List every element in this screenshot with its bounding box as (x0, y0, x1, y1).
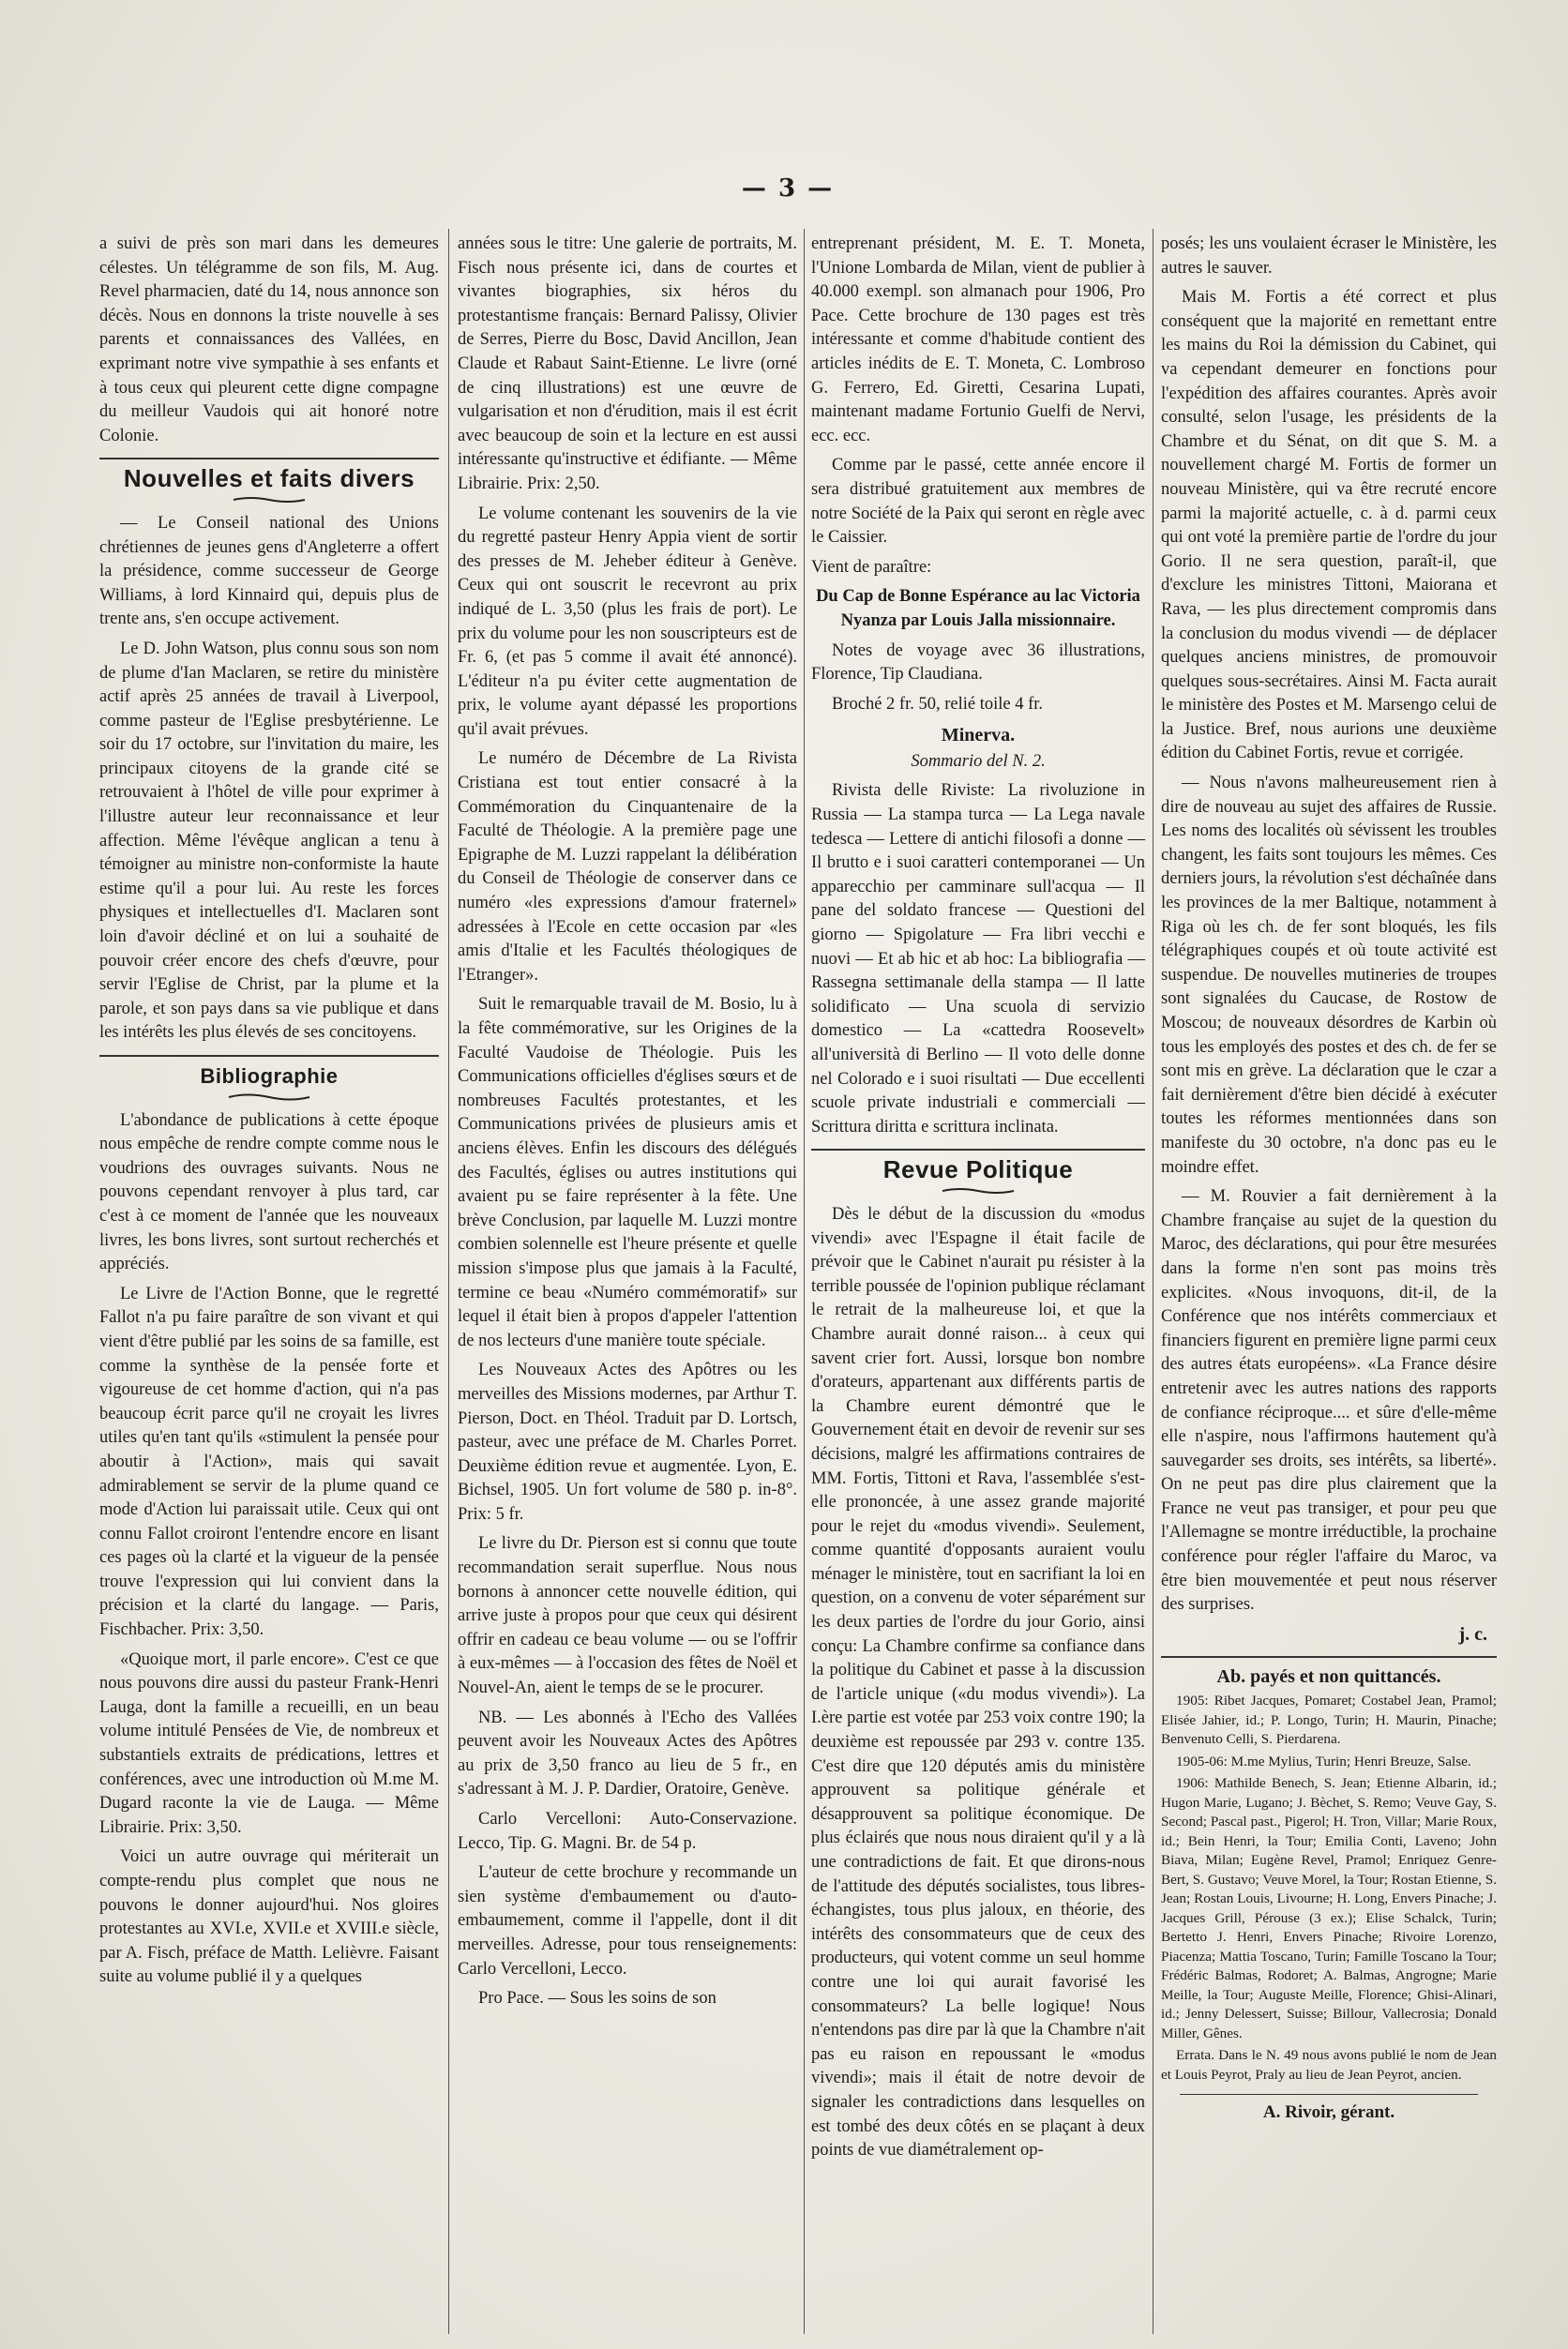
column-2 (458, 233, 797, 2017)
editor-footer (1161, 2094, 1497, 2125)
column-divider (448, 229, 449, 2334)
minerva-summary: Rivista delle Riviste: La rivoluzione in Russia — La stampa turca — La Lega navale tedesca — Lettere di antichi filosofi a donne — Il brutto e i suoi caratteri contemporanei — Un apparecchio per camminare sull'acqua — Il pane del soldato francese — Questioni del giorno — Spigolature — Fra libri vecchi e nuovi — Et ab hic et ab hoc: La bibliografia — Rassegna settimanale della stampa — Il latte solidificato — Una scuola di servizio domestico — La «cattedra Roosevelt» all'università di Berlino — Il voto delle donne nel Colorado e i suoi risultati — Due eccellenti scuole private industriali e commerciali — Scrittura diritta e scrittura inclinata. (811, 781, 1145, 1137)
biblio-paragraph: Pro Pace. — Sous les soins de son (478, 1989, 716, 2009)
politics-paragraph: posés; les uns voulaient écraser le Ministère, les autres le sauver. (1161, 234, 1497, 278)
biblio-paragraph: Broché 2 fr. 50, relié toile 4 fr. (832, 694, 1044, 714)
biblio-paragraph: L'abondance de publications à cette époque nous empêche de rendre compte comme nous le voudrions des ouvrages suivants. Nous ne pouvons cependant renvoyer à plus tard, car c'est à ce moment de l'année que les nouveaux livres, les bons livres, sont surtout recherchés et appréciés. (99, 1110, 439, 1274)
flourish-ornament (227, 1092, 311, 1102)
flourish-ornament (232, 495, 307, 504)
biblio-paragraph: Le numéro de Décembre de La Rivista Cristiana est tout entier consacré à la Commémoration du Cinquantenaire de la Faculté de Théologie. A la première page une Epigraphe de M. Luzzi rappelant la délibération du Conseil de Théologie de conserver dans ce numéro «les expressions d'amour fraternel» adressées à l'Ecole en cette occasion par «les amis d'Italie et les Facultés théologiques de l'Etranger». (458, 749, 797, 985)
news-paragraph: Le D. John Watson, plus connu sous son nom de plume d'Ian Maclaren, se retire du ministère actif après 25 années de travail à Liverpool, comme pasteur de l'Eglise presbytérienne. Le soir du 17 octobre, sur l'invitation du maire, les principaux citoyens de la grande cité se retrouvaient à l'hôtel de ville pour exprimer à l'illustre auteur leur reconnaissance et leur affection. Même l'évêque anglican a tenu à témoigner au ministre non-conformiste la haute estime qu'il a pour lui. Au reste les forces physiques et intellectuelles d'I. Maclaren sont loin d'avoir décliné et on lui a souhaité de pouvoir créer encore des chefs d'œuvre, pour servir l'Eglise de Christ, par la plume et la parole, et son pays dans sa vie publique et dans les intérêts les plus élevés de ses concitoyens. (99, 639, 439, 1043)
biblio-paragraph: Vient de paraître: (811, 557, 932, 577)
section-rule (811, 1149, 1145, 1151)
biblio-paragraph: Le livre du Dr. Pierson est si connu que toute recommandation serait superflue. Nous nous bornons à annoncer cette nouvelle édition, qui arrive juste à propos pour que ceux qui désirent offrir en cadeau ce beau volume — ou se l'offrir à eux-mêmes — à l'occasion des fêtes de Noël et Nouvel-An, aient le temps de se le procurer. (458, 1534, 797, 1698)
biblio-paragraph: Carlo Vercelloni: Auto-Conservazione. Lecco, Tip. G. Magni. Br. de 54 p. (458, 1810, 797, 1853)
column-4 (1161, 233, 1497, 2125)
section-rule (99, 1055, 439, 1057)
heading-revue-politique: Revue Politique (882, 1155, 1074, 1184)
politics-paragraph: Dès le début de la discussion du «modus vivendi» avec l'Espagne il était facile de prévoir que le Cabinet n'aurait pu résister à la terrible poussée de l'opinion publique réclamant le retrait de la malheureuse loi, et que la Chambre aurait donné raison... à ceux qui savent crier fort. Aussi, lorsque bon nombre d'orateurs, appartenant aux différents partis de la Chambre eurent démontré que le Gouvernement était en devoir de revenir sur ses décisions, malgré les affirmations contraires de MM. Fortis, Tittoni et Rava, l'assemblée s'est-elle prononcée, à une assez grande majorité pour le rejet du «modus vivendi». Seulement, comme quantité d'opposants auraient voulu ménager le ministère, tout en sacrifiant la loi en question, on a convenu de voter séparément sur les deux parties de l'ordre du jour Gorio, ainsi conçu: La Chambre confirme sa confiance dans la politique du Cabinet et passe à la discussion de l'article unique («du modus vivendi»). La I.ère partie est votée par 253 voix contre 190; la deuxième est repoussée par 293 v. contre 135. C'est dire que 120 députés amis du ministère approuvent sa politique générale et désapprouvent sa politique économique. De plus éclairés que nous nous diraient qu'il y a là une contradictions de fait. Et que dirons-nous de l'attitude des députés socialistes, tous libres-échangistes, tous plus jaloux, en théorie, des intérêts des consommateurs que de ceux des producteurs, qui votent comme un seul homme contre une loi qui aurait favorisé les consommateurs? La belle logique! Nous n'entendons pas dire par là que la Chambre n'ait pas eu raison en repoussant le «modus vivendi»; mais il était de notre devoir de signaler les contradictions dans lesquelles on est tombé des deux côtés en se plaçant à deux points de vue diamétralement op- (811, 1204, 1145, 2161)
biblio-paragraph: L'auteur de cette brochure y recommande un sien système d'embaumement ou d'auto-embaumement, comme il l'appelle, dont il dit merveilles. Adresse, pour tous renseignements: Carlo Vercelloni, Lecco. (458, 1863, 797, 1979)
biblio-paragraph: Les Nouveaux Actes des Apôtres ou les merveilles des Missions modernes, par Arthur T. Pierson, Doct. en Théol. Traduit par D. Lortsch, pasteur, avec une préface de M. Charles Porret. Deuxième édition revue et augmentée. Lyon, E. Bichsel, 1905. Un fort volume de 580 p. in-8°. Prix: 5 fr. (458, 1361, 797, 1524)
biblio-paragraph: entreprenant président, M. E. T. Moneta, l'Unione Lombarda de Milan, vient de publier à 40.000 exempl. son almanach pour 1906, Pro Pace. Cette brochure de 130 pages est très intéressante et comme d'habitude contient des articles inédits de E. T. Moneta, C. Lombroso G. Ferrero, Ed. Giretti, Cesarina Lupati, maintenant madame Fortunio Guelfi de Nervi, ecc. ecc. (811, 234, 1145, 445)
subscriber-entry: 1906: Mathilde Benech, S. Jean; Etienne Albarin, id.; Hugon Marie, Lugano; J. Bèchet, S. Remo; Veuve Gay, S. Second; Pascal past., Pigerol; H. Tron, Villar; Marie Roux, id.; Bein Henri, la Tour; Emilia Conti, Laveno; John Biava, Milan; Eugène Revel, Pramol; Enriquez Genre-Bert, S. Gustavo; Veuve Morel, la Tour; Rostan Etienne, S. Jean; Rostan Louis, Livourne; H. Long, Envers Pinache; J. Jacques Grill, Pérouse (3 ex.); Elise Schalck, Turin; Bertetto J. Henri, Envers Pinache; Rivoire Lorenzo, Piacenza; Mattia Toscano, Turin; Famille Toscano la Tour; Frédéric Balmas, Rodoret; A. Balmas, Angrogne; Marie Meille, la Tour; Auguste Meille, Florence; Ghisi-Alinari, id.; Jenny Delessert, Suisse; Billour, Vallecrosia; Donald Miller, Gênes. (1161, 1775, 1497, 2041)
flourish-ornament (941, 1186, 1016, 1196)
book-title: Du Cap de Bonne Espérance au lac Victoria Nyanza par Louis Jalla missionnaire. (816, 587, 1140, 630)
biblio-paragraph: Le volume contenant les souvenirs de la vie du regretté pasteur Henry Appia vient de sortir des presses de M. Jeheber éditeur à Genève. Ceux qui ont souscrit le recevront au prix indiqué de L. 3,50 (plus les frais de port). Le prix du volume pour les non souscripteurs est de Fr. 6, (et pas 5 comme il avait été annoncé). L'éditeur n'a pu éviter cette augmentation de prix, le volume ayant dépassé les proportions qu'il avait prévues. (458, 504, 797, 739)
page-number: — 3 — (741, 174, 835, 203)
subscriber-entry: 1905-06: M.me Mylius, Turin; Henri Breuze, Salse. (1176, 1753, 1471, 1769)
politics-paragraph: — Nous n'avons malheureusement rien à dire de nouveau au sujet des affaires de Russie. Les noms des localités où sévissent les troubles changent, les faits sont toujours les mêmes. Ces derniers jours, la révolution s'est déchaînée dans les provinces de la mer Baltique, notamment à Riga où les ch. de fer sont bloqués, les fils télégraphiques coupés et où toute activité est suspendue. De nouvelles mutineries de troupes sont signalées du Caucase, de Rostow de Moscou; de nouveaux désordres de Karbin où tous les employés des postes et des ch. de fer se sont mis en grève. La déclaration que le czar a fait dernièrement d'être bien décidé à exécuter toutes les réformes mentionnées dans son manifeste du 30 octobre, n'a donc pas eu le moindre effet. (1161, 774, 1497, 1177)
column-divider (804, 229, 805, 2334)
heading-bibliographie: Bibliographie (200, 1064, 339, 1088)
author-signature: j. c. (1458, 1623, 1487, 1645)
footer-rule (1180, 2094, 1478, 2095)
politics-paragraph: Mais M. Fortis a été correct et plus conséquent que la majorité en remettant entre les mains du Roi la démission du Cabinet, qui va cependant demeurer en fonctions pour l'expédition des affaires courantes. Après avoir consulté, selon l'usage, les présidents de la Chambre et du Sénat, on dit que S. M. a nouvellement chargé M. Fortis de former un nouveau Ministère, qui va être recruté encore parmi la majorité actuelle, c. à d. parmi ceux qui ont voté la première partie de l'ordre du jour Gorio. Il ne sera question, paraît-il, que d'exclure les ministres Tittoni, Maiorana et Rava, — les plus directement compromis dans la conclusion du modus vivendi — de déplacer quelques anciens ministres, de promouvoir quelques sous-secrétaires. Ainsi M. Facta aurait le ministère des Postes et M. Marsengo celui de la Justice. Bref, nous aurions une deuxième édition du Cabinet Fortis, revue et corrigée. (1161, 288, 1497, 763)
biblio-paragraph: Comme par le passé, cette année encore il sera distribué gratuitement aux membres de notre Société de la Paix qui seront en règle avec le Caissier. (811, 456, 1145, 548)
biblio-paragraph: Voici un autre ouvrage qui mériterait un compte-rendu plus complet que nous ne pouvons le donner aujourd'hui. Nos gloires protestantes au XVI.e, XVII.e et XVIII.e siècle, par A. Fisch, préface de Matth. Lelièvre. Faisant suite au volume publié il y a quelques (99, 1847, 439, 1987)
column-3 (811, 233, 1145, 2169)
minerva-subtitle: Sommario del N. 2. (911, 751, 1046, 771)
heading-abonnements: Ab. payés et non quittancés. (1216, 1666, 1441, 1688)
editor-name: A. Rivoir, gérant. (1262, 2102, 1395, 2123)
heading-minerva: Minerva. (941, 725, 1016, 746)
biblio-paragraph: Suit le remarquable travail de M. Bosio, lu à la fête commémorative, sur les Origines de la Faculté Vaudoise de Théologie. Puis les Communications officielles d'églises sœurs et de nombreuses Facultés protestantes, et les Communications privées de plusieurs amis et anciens élèves. Enfin les discours des délégués des Facultés, églises ou autres institutions qui avaient pu se faire représenter à la fête. Une brève Conclusion, par laquelle M. Luzzi montre combien solennelle est l'heure présente et quelle mission s'impose plus que jamais à la Faculté, termine ce beau «Numéro commémoratif» sur lequel il était bien à propos d'appeler l'attention de nos lecteurs d'une manière toute spéciale. (458, 995, 797, 1350)
biblio-paragraph: NB. — Les abonnés à l'Echo des Vallées peuvent avoir les Nouveaux Actes des Apôtres au prix de 3,50 franco au lieu de 5 fr., en s'adressant à M. J. P. Dardier, Oratoire, Genève. (458, 1708, 797, 1799)
news-paragraph: — Le Conseil national des Unions chrétiennes de jeunes gens d'Angleterre a offert la présidence, comme successeur de George Williams, à lord Kinnaird qui, depuis plus de trente ans, s'en occupe activement. (99, 513, 439, 629)
section-rule (99, 458, 439, 459)
errata-note: Errata. Dans le N. 49 nous avons publié le nom de Jean et Louis Peyrot, Praly au lieu de Jean Peyrot, ancien. (1161, 2047, 1497, 2083)
column-1 (99, 233, 439, 1995)
biblio-paragraph: Le Livre de l'Action Bonne, que le regretté Fallot n'a pu faire paraître de son vivant et qui vient d'être publié par les soins de sa famille, est comme la synthèse de la pensée forte et vigoureuse de cet homme d'action, qui n'a pas beaucoup écrit parce qu'il ne croyait les livres utiles qu'en tant qu'ils «stimulent la pensée pour aboutir à l'Action», mais qui savait admirablement se servir de la plume quand ce mode d'Action lui paraissait utile. Ceux qui ont connu Fallot croiront l'entendre encore en lisant ces pages où la clarté et la vigueur de la pensée trouve l'expression qui lui convient dans la précision et la clarté du langage. — Paris, Fischbacher. Prix: 3,50. (99, 1284, 439, 1640)
subscriber-list (1161, 1692, 1497, 2085)
biblio-paragraph: Notes de voyage avec 36 illustrations, Florence, Tip Claudiana. (811, 640, 1145, 685)
politics-paragraph: — M. Rouvier a fait dernièrement à la Chambre française au sujet de la question du Maroc, des déclarations, qui pour être mesurées dans la forme n'en sont pas moins très explicites. «Nous invoquons, dit-il, de la Conférence que nos intérêts commerciaux et financiers figurent en première ligne parmi ceux des autres états européens». «La France désire entretenir avec les autres nations des rapports de confiance réciproque.... et sûre d'elle-même elle n'aspire, nous l'affirmons hautement qu'à sauvegarder ses droits, ses intérêts, sa liberté». On ne peut pas dire plus clairement que la France ne veut pas transiger, et pour peu que l'Allemagne se montre irréductible, la prochaine conférence pour régler l'affaire du Maroc, va être bien mouvementée et peut nous réserver des surprises. (1161, 1187, 1497, 1615)
obituary-paragraph: a suivi de près son mari dans les demeures célestes. Un télégramme de son fils, M. Aug. Revel pharmacien, daté du 14, nous annonce son décès. Nous en donnons la triste nouvelle à ses parents et connaissances des Vallées, en exprimant notre vive sympathie à ses enfants et à tous ceux qui pleurent cette digne compagne du meilleur Vaudois qui ait honoré notre Colonie. (99, 234, 439, 445)
biblio-paragraph: «Quoique mort, il parle encore». C'est ce que nous pouvons dire aussi du pasteur Frank-Henri Lauga, dont la famille a recueilli, en un beau volume intitulé Pensées de Vie, de nombreux et substantiels extraits de prédications, lettres et conférences, avec une introduction où M.me M. Dugard raconte la vie de Lauga. — Même Librairie. Prix: 3,50. (99, 1649, 439, 1837)
biblio-paragraph: années sous le titre: Une galerie de portraits, M. Fisch nous présente ici, dans de courtes et vivantes biographies, six héros du protestantisme français: Bernard Palissy, Olivier de Serres, Pierre du Bosc, David Ancillon, Jean Claude et Rabaut Saint-Etienne. Le livre (orné de cinq illustrations) est une œuvre de vulgarisation et non d'érudition, mais il est écrit avec beaucoup de soin et la lecture en est aussi intéressante qu'instructive et édifiante. — Même Librairie. Prix: 2,50. (458, 234, 797, 493)
heading-nouvelles: Nouvelles et faits divers (123, 464, 415, 493)
section-rule (1161, 1656, 1497, 1658)
subscriber-entry: 1905: Ribet Jacques, Pomaret; Costabel Jean, Pramol; Elisée Jahier, id.; P. Longo, Turin; H. Maurin, Pinache; Benvenuto Celli, S. Pierdarena. (1161, 1693, 1497, 1748)
